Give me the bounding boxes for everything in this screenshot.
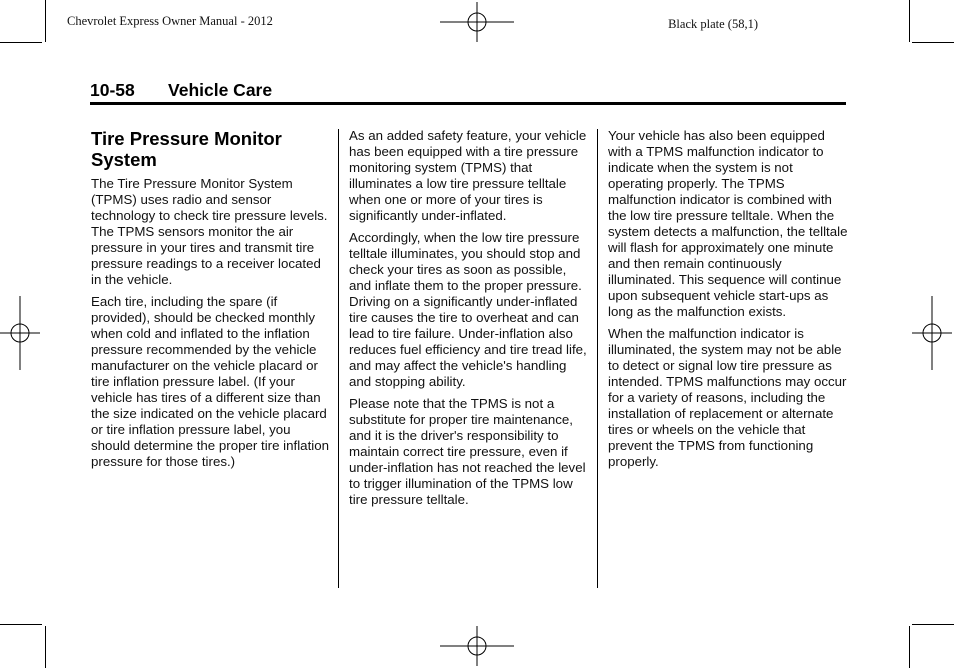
- crop-mark-top-right-v: [909, 0, 910, 42]
- crop-mark-bottom-right-v: [909, 626, 910, 668]
- column-divider: [597, 129, 598, 588]
- paragraph: As an added safety feature, your vehicle has been equipped with a tire pressure monitoring system (TPMS) that illuminates a low tire pressure telltale when one or more of your tires is significantly under-inflated.: [349, 128, 587, 223]
- manual-title: Chevrolet Express Owner Manual - 2012: [67, 14, 273, 28]
- section-title: Vehicle Care: [168, 80, 273, 100]
- paragraph: When the malfunction indicator is illuminated, the system may not be able to detect or signal low tire pressure as intended. TPMS malfunctions may occur for a variety of reasons, including the installation of replacement or alternate tires or wheels on the vehicle that prevent the TPMS from functioning properly.: [608, 326, 847, 469]
- column-3: [608, 128, 848, 476]
- running-head: [90, 80, 846, 101]
- paragraph: Accordingly, when the low tire pressure telltale illuminates, you should stop and check your tires as soon as possible, and inflate them to the proper pressure. Driving on a significantly under-inflated tire causes the tire to overheat and can lead to tire failure. Under-inflation also reduces fuel efficiency and tire tread life, and may affect the vehicle's handling and stopping ability.: [349, 230, 587, 389]
- column-2: [349, 128, 589, 514]
- section-heading: Tire Pressure Monitor System: [91, 128, 282, 170]
- column-divider: [338, 129, 339, 588]
- paragraph: Each tire, including the spare (if provided), should be checked monthly when cold and inflated to the inflation pressure recommended by the vehicle manufacturer on the vehicle placard or tire inflation pressure label. (If your vehicle has tires of a different size than the size indicated on the vehicle placard or tire inflation pressure label, you should determine the proper tire inflation pressure for those tires.): [91, 294, 330, 469]
- column-1: [91, 128, 329, 476]
- registration-mark-left-icon: [0, 296, 40, 370]
- paragraph: Your vehicle has also been equipped with a TPMS malfunction indicator to indicate when the system is not operating properly. The TPMS malfunction indicator is combined with the low tire pressure telltale. When the system detects a malfunction, the telltale will flash for approximately one minute and then remain continuously illuminated. This sequence will continue upon subsequent vehicle start-ups as long as the malfunction exists.: [608, 128, 848, 319]
- header-rule: [90, 102, 846, 105]
- registration-mark-right-icon: [912, 296, 952, 370]
- page-number: 10-58: [90, 80, 135, 100]
- plate-label: Black plate (58,1): [668, 17, 758, 31]
- paragraph: Please note that the TPMS is not a substitute for proper tire maintenance, and it is the driver's responsibility to maintain correct tire pressure, even if under-inflation has not reached the level to trigger illumination of the TPMS low tire pressure telltale.: [349, 396, 586, 507]
- registration-mark-bottom-icon: [440, 626, 514, 666]
- crop-mark-top-left-v: [45, 0, 46, 42]
- registration-mark-top-icon: [440, 2, 514, 42]
- crop-mark-bottom-left-h: [0, 624, 42, 625]
- crop-mark-top-right-h: [912, 42, 954, 43]
- paragraph: The Tire Pressure Monitor System (TPMS) uses radio and sensor technology to check tire pressure levels. The TPMS sensors monitor the air pressure in your tires and transmit tire pressure readings to a receiver located in the vehicle.: [91, 176, 328, 287]
- crop-mark-bottom-right-h: [912, 624, 954, 625]
- crop-mark-top-left-h: [0, 42, 42, 43]
- crop-mark-bottom-left-v: [45, 626, 46, 668]
